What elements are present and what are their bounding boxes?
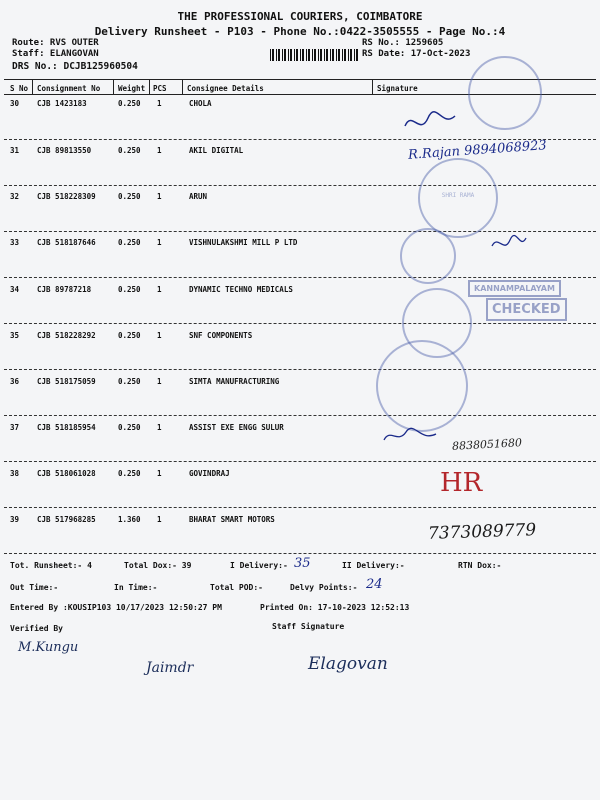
i-delivery-label: I Delivery:-	[230, 561, 288, 570]
row-consignment: CJB 518228309	[37, 192, 96, 201]
row-pcs: 1	[157, 423, 162, 432]
row-pcs: 1	[157, 99, 162, 108]
signature-scribble	[380, 424, 440, 446]
row-consignment: CJB 89813550	[37, 146, 92, 155]
col-header-sno: S No	[10, 84, 29, 93]
row-consignee: CHOLA	[189, 99, 212, 108]
row-weight: 0.250	[118, 192, 141, 201]
col-divider	[182, 79, 183, 94]
row-sno: 33	[10, 238, 20, 247]
row-consignment: CJB 518185954	[37, 423, 96, 432]
handwritten-note: 8838051680	[451, 436, 523, 453]
row-consignment: CJB 517968285	[37, 515, 96, 524]
route-label: Route: RVS OUTER	[12, 38, 99, 48]
row-divider	[4, 461, 596, 462]
col-divider	[149, 79, 150, 94]
row-weight: 0.250	[118, 146, 141, 155]
row-pcs: 1	[157, 238, 162, 247]
total-dox: Total Dox:- 39	[124, 561, 192, 570]
rtn-dox: RTN Dox:-	[458, 561, 502, 570]
row-sno: 32	[10, 192, 20, 201]
row-consignment: CJB 518187646	[37, 238, 96, 247]
staff-signature-label: Staff Signature	[272, 622, 345, 631]
entered-by: Entered By :KOUSIP103 10/17/2023 12:50:27 PM	[10, 603, 222, 612]
row-pcs: 1	[157, 192, 162, 201]
row-sno: 38	[10, 469, 20, 478]
row-sno: 35	[10, 331, 20, 340]
row-divider	[4, 553, 596, 554]
row-sno: 39	[10, 515, 20, 524]
company-title: THE PROFESSIONAL COURIERS, COIMBATORE	[177, 10, 423, 23]
rs-number: RS No.: 1259605	[362, 38, 444, 48]
i-delivery-value: 35	[294, 556, 311, 571]
drs-number: DRS No.: DCJB125960504	[12, 61, 138, 72]
verifier-signature: M.Kungu	[18, 640, 79, 655]
row-sno: 34	[10, 285, 20, 294]
row-weight: 0.250	[118, 469, 141, 478]
round-stamp	[376, 340, 468, 432]
row-consignee: DYNAMIC TECHNO MEDICALS	[189, 285, 293, 294]
col-header-consignment: Consignment No	[37, 84, 101, 93]
col-header-weight: Weight	[118, 84, 146, 93]
row-divider	[4, 323, 596, 324]
col-header-pcs: PCS	[153, 84, 167, 93]
row-consignee: ARUN	[189, 192, 208, 201]
row-weight: 0.250	[118, 99, 141, 108]
row-consignee: AKIL DIGITAL	[189, 146, 244, 155]
row-sno: 30	[10, 99, 20, 108]
out-time: Out Time:-	[10, 583, 59, 592]
row-consignee: GOVINDRAJ	[189, 469, 230, 478]
row-pcs: 1	[157, 377, 162, 386]
row-consignee: VISHNULAKSHMI MILL P LTD	[189, 238, 298, 247]
col-divider	[372, 79, 373, 94]
rs-date: RS Date: 17-Oct-2023	[362, 49, 471, 59]
verified-by: Verified By	[10, 624, 63, 633]
in-time: In Time:-	[114, 583, 158, 592]
col-header-signature: Signature	[377, 84, 418, 93]
row-consignee: SNF COMPONENTS	[189, 331, 253, 340]
row-divider	[4, 369, 596, 370]
row-consignment: CJB 518175059	[37, 377, 96, 386]
col-header-consignee: Consignee Details	[187, 84, 264, 93]
round-stamp	[468, 56, 542, 130]
signature-scribble	[488, 232, 528, 254]
row-pcs: 1	[157, 515, 162, 524]
staff-signature: Elagovan	[308, 654, 388, 674]
row-weight: 0.250	[118, 423, 141, 432]
row-sno: 37	[10, 423, 20, 432]
checked-stamp: CHECKED	[486, 298, 567, 321]
delvy-points-value: 24	[366, 577, 383, 592]
signature-scribble	[400, 108, 460, 136]
row-pcs: 1	[157, 146, 162, 155]
row-consignment: CJB 89787218	[37, 285, 92, 294]
row-consignment: CJB 1423183	[37, 99, 87, 108]
row-sno: 31	[10, 146, 20, 155]
row-weight: 0.250	[118, 285, 141, 294]
row-pcs: 1	[157, 331, 162, 340]
row-consignee: BHARAT SMART MOTORS	[189, 515, 275, 524]
col-divider	[32, 79, 33, 94]
tot-runsheet: Tot. Runsheet:- 4	[10, 561, 92, 570]
row-weight: 0.250	[118, 331, 141, 340]
row-divider	[4, 185, 596, 186]
printed-on: Printed On: 17-10-2023 12:52:13	[260, 603, 410, 612]
row-weight: 1.360	[118, 515, 141, 524]
row-divider	[4, 277, 596, 278]
handwritten-note: HR	[440, 468, 483, 498]
row-weight: 0.250	[118, 238, 141, 247]
kannampalayam-stamp: KANNAMPALAYAM	[468, 280, 561, 297]
row-consignee: ASSIST EXE ENGG SULUR	[189, 423, 284, 432]
round-stamp	[400, 228, 456, 284]
round-stamp: SHRI RAMA	[418, 158, 498, 238]
row-divider	[4, 415, 596, 416]
staff-label: Staff: ELANGOVAN	[12, 49, 99, 59]
row-sno: 36	[10, 377, 20, 386]
handwritten-note: 7373089779	[427, 520, 537, 544]
delvy-points-label: Delvy Points:-	[290, 583, 358, 592]
row-pcs: 1	[157, 285, 162, 294]
second-signature: Jaimdr	[146, 660, 194, 676]
barcode	[270, 49, 358, 61]
runsheet-subtitle: Delivery Runsheet - P103 - Phone No.:0422-3505555 - Page No.:4	[94, 25, 506, 38]
row-divider	[4, 507, 596, 508]
ii-delivery: II Delivery:-	[342, 561, 405, 570]
col-divider	[113, 79, 114, 94]
row-consignment: CJB 518228292	[37, 331, 96, 340]
row-consignment: CJB 518061028	[37, 469, 96, 478]
row-consignee: SIMTA MANUFRACTURING	[189, 377, 280, 386]
total-pod: Total POD:-	[210, 583, 263, 592]
row-weight: 0.250	[118, 377, 141, 386]
row-pcs: 1	[157, 469, 162, 478]
handwritten-note: R.Rajan 9894068923	[407, 138, 548, 163]
